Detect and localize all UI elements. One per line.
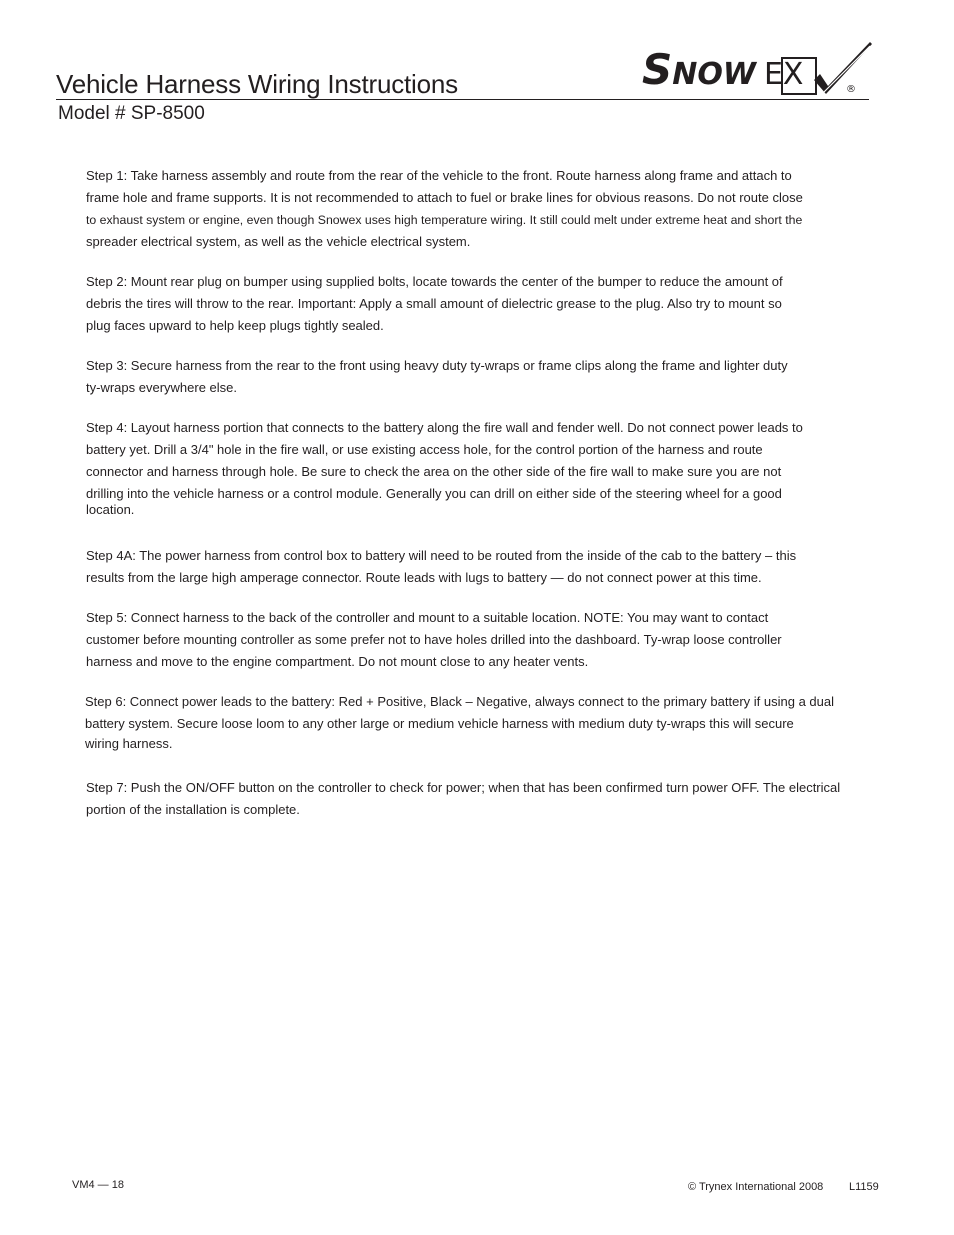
snowex-logo — [638, 40, 874, 102]
step-4 — [86, 417, 876, 519]
page-title: Vehicle Harness Wiring Instructions — [56, 69, 458, 99]
step-3 — [86, 355, 876, 399]
step-6 — [85, 691, 875, 753]
step-line: ty-wraps everywhere else. — [86, 380, 237, 395]
step-line: portion of the installation is complete. — [86, 802, 300, 817]
model-number: Model # SP-8500 — [58, 103, 205, 124]
step-line: Step 5: Connect harness to the back of the controller and mount to a suitable location. NOTE: You may want to contact — [86, 610, 769, 625]
step-line: Step 1: Take harness assembly and route from the rear of the vehicle to the front. Route harness along frame and attach to — [86, 168, 792, 183]
step-line: debris the tires will throw to the rear. Important: Apply a small amount of dielectric grease to the plug. Also try to mount so — [86, 296, 782, 311]
step-line: Step 2: Mount rear plug on bumper using supplied bolts, locate towards the center of the bumper to reduce the amount of — [86, 274, 783, 289]
logo-wordmark — [642, 45, 804, 95]
step-line: drilling into the vehicle harness or a control module. Generally you can drill on either side of the steering wheel for a good — [86, 486, 782, 501]
step-line: location. — [86, 502, 135, 517]
logo-letter-s: S — [642, 45, 673, 94]
step-line: plug faces upward to help keep plugs tightly sealed. — [86, 318, 384, 333]
step-line: connector and harness through hole. Be sure to check the area on the other side of the fire wall to make sure you are not — [86, 464, 782, 479]
step-line: Step 6: Connect power leads to the battery: Red + Positive, Black – Negative, always connect to the primary battery if using a dual — [85, 694, 834, 709]
step-line: spreader electrical system, as well as the vehicle electrical system. — [86, 234, 471, 249]
logo-letters-now: NOW — [672, 57, 756, 92]
step-line: customer before mounting controller as some prefer not to have holes drilled into the dashboard. Ty-wrap loose controller — [86, 632, 782, 647]
registered-mark: ® — [846, 84, 856, 95]
page-number: VM4 — 18 — [72, 1179, 124, 1191]
step-line: frame hole and frame supports. It is not recommended to attach to fuel or brake lines for obvious reasons. Do not route close — [86, 190, 803, 205]
step-line: Step 4: Layout harness portion that connects to the battery along the fire wall and fender well. Do not connect power leads to — [86, 420, 803, 435]
step-line: Step 3: Secure harness from the rear to the front using heavy duty ty-wraps or frame clips along the frame and lighter duty — [86, 358, 788, 373]
step-5 — [86, 607, 876, 673]
document-code: L1159 — [849, 1181, 879, 1193]
step-line: battery yet. Drill a 3/4" hole in the fire wall, or use existing access hole, for the control portion of the harness and route — [86, 442, 763, 457]
step-line: results from the large high amperage connector. Route leads with lugs to battery — do not connect power at this time. — [86, 570, 762, 585]
step-line: to exhaust system or engine, even though Snowex uses high temperature wiring. It still could melt under extreme heat and short the — [86, 213, 803, 227]
step-line: Step 4A: The power harness from control box to battery will need to be routed from the inside of the cab to the battery – this — [86, 548, 797, 563]
step-line: Step 7: Push the ON/OFF button on the controller to check for power; when that has been confirmed turn power OFF. The electrical — [86, 780, 841, 795]
step-4a — [86, 545, 876, 589]
copyright: © Trynex International 2008 — [688, 1181, 824, 1193]
step-line: wiring harness. — [85, 736, 173, 751]
step-7 — [86, 777, 876, 821]
step-line: harness and move to the engine compartment. Do not mount close to any heater vents. — [86, 654, 589, 669]
step-1 — [86, 165, 876, 253]
logo-letters-ex: EX — [763, 57, 804, 92]
step-line: battery system. Secure loose loom to any other large or medium vehicle harness with medium duty ty-wraps this will secure — [85, 716, 794, 731]
step-2 — [86, 271, 876, 337]
